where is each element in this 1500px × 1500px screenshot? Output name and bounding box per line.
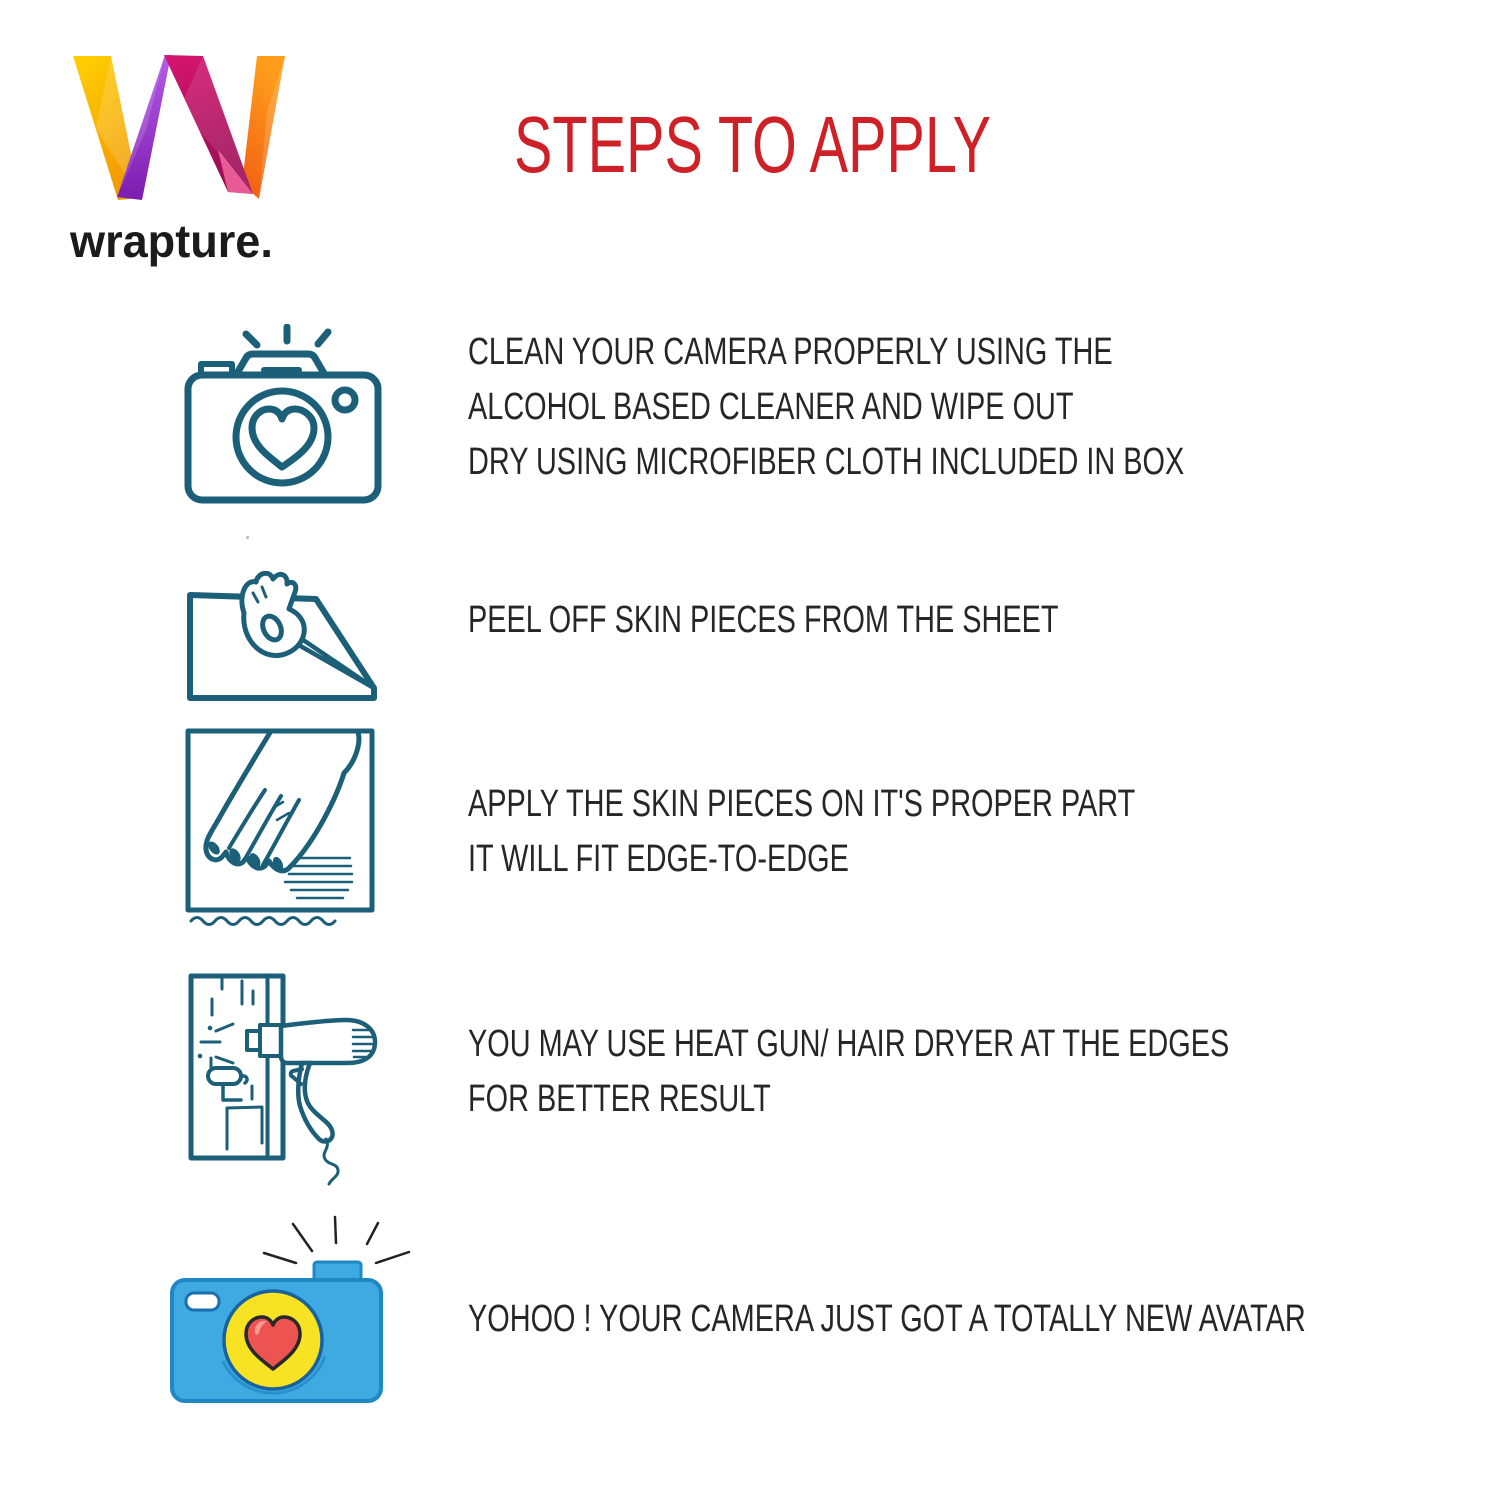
w-gradient-logo <box>68 50 292 210</box>
step-2-line-1: PEEL OFF SKIN PIECES FROM THE SHEET <box>468 599 1059 641</box>
brand-wordmark: wrapture. <box>70 215 273 267</box>
step-2-text <box>468 593 1245 648</box>
step-5-text <box>468 1292 1500 1347</box>
step-5-line-1: YOHOO ! YOUR CAMERA JUST GOT A TOTALLY NEW AVATAR <box>468 1298 1306 1340</box>
step-1-line-3: DRY USING MICROFIBER CLOTH INCLUDED IN BOX <box>468 441 1185 483</box>
camera-heart-outline-icon <box>183 324 390 514</box>
flash-rays <box>264 1217 409 1263</box>
step-1-line-1: CLEAN YOUR CAMERA PROPERLY USING THE <box>468 331 1113 373</box>
peel-sheet-icon <box>180 571 392 706</box>
step-1-text <box>468 325 1410 490</box>
step-4-line-2: FOR BETTER RESULT <box>468 1078 771 1120</box>
page-title: STEPS TO APPLY <box>514 100 992 189</box>
apply-skin-hand-icon <box>185 728 392 928</box>
step-4-text <box>468 1017 1470 1127</box>
step-3-text <box>468 777 1346 887</box>
heat-gun-icon <box>183 962 400 1190</box>
step-1-line-2: ALCOHOL BASED CLEANER AND WIPE OUT <box>468 386 1074 428</box>
step-3-line-1: APPLY THE SKIN PIECES ON IT'S PROPER PART <box>468 783 1136 825</box>
camera-new-avatar-icon <box>155 1213 425 1425</box>
step-3-line-2: IT WILL FIT EDGE-TO-EDGE <box>468 838 849 880</box>
dust-speck <box>246 536 249 539</box>
viewfinder <box>186 1293 219 1310</box>
step-4-line-1: YOU MAY USE HEAT GUN/ HAIR DRYER AT THE EDGES <box>468 1023 1230 1065</box>
